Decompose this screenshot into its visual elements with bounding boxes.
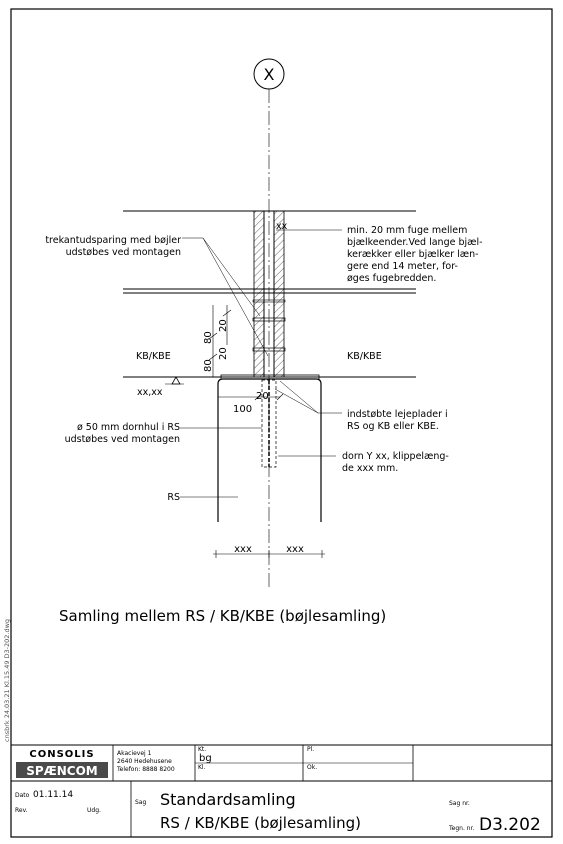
address-line1: Akacievej 1 (117, 750, 152, 757)
drawing-subtitle: RS / KB/KBE (bøjlesamling) (160, 814, 362, 832)
dim-80-b: 80 (203, 359, 214, 372)
label-dowel-hole-line2: udstøbes ved montagen (64, 434, 180, 445)
label-dowel-hole-line1: ø 50 mm dornhul i RS (76, 422, 180, 433)
company-logo (16, 749, 108, 778)
udg-label: Udg. (87, 807, 101, 814)
level-symbol (165, 377, 184, 384)
drawing-title: Standardsamling (160, 790, 296, 809)
logo-consolis: CONSOLIS (29, 749, 95, 760)
dato-value: 01.11.14 (33, 790, 74, 800)
dim-100: 100 (233, 404, 253, 415)
joint-note-line5: øges fugebredden. (347, 273, 437, 284)
label-level: xx,xx (137, 387, 163, 398)
horizontal-dimensions-bottom (213, 550, 325, 558)
label-bearing-line2: RS og KB eller KBE. (347, 421, 439, 432)
dim-20-a: 20 (218, 319, 229, 332)
kl-label: Kl. (198, 764, 206, 771)
label-kb-right: KB/KBE (347, 351, 382, 362)
drawing-caption: Samling mellem RS / KB/KBE (bøjlesamling) (59, 607, 387, 625)
sag-label: Sag (135, 799, 147, 806)
dim-xxx-right: xxx (286, 544, 304, 555)
logo-spaencom: SPÆNCOM (26, 764, 98, 778)
label-dowel-line2: de xxx mm. (342, 463, 399, 474)
sagnr-label: Sag nr. (449, 800, 470, 807)
label-dowel-line1: dorn Y xx, klippelæng- (342, 451, 449, 462)
axis-marker-label: X (263, 65, 275, 84)
dim-xxx-left: xxx (234, 544, 252, 555)
address-line2: 2640 Hedehusene (117, 758, 172, 765)
joint-note-line3: kerækker eller bjælker læn- (347, 249, 479, 260)
pl-label: Pl. (307, 746, 315, 753)
dato-label: Dato (15, 792, 30, 799)
dim-20-b: 20 (218, 347, 229, 360)
axis-marker (254, 59, 284, 89)
horizontal-dimensions-top (218, 394, 283, 400)
tegnnr-label: Tegn. nr. (449, 825, 475, 832)
kt-label: Kt. (198, 746, 207, 753)
tegnnr-value: D3.202 (479, 815, 541, 835)
joint-note-line4: gere end 14 meter, for- (347, 261, 458, 272)
label-bearing-line1: indstøbte lejeplader i (347, 409, 448, 420)
label-recess-line1: trekantudsparing med bøjler (45, 235, 181, 246)
kt-value: bg (199, 753, 212, 764)
dim-20-c: 20 (256, 391, 269, 402)
ok-label: Ok. (307, 764, 318, 771)
address-line3: Telefon: 8888 8200 (117, 766, 175, 773)
label-recess-line2: udstøbes ved montagen (65, 247, 181, 258)
label-rs: RS (167, 492, 180, 503)
side-file-text: cnsbrk 24.03.21 Kl.15.49 D3-202.dwg (3, 618, 11, 742)
joint-note-line1: min. 20 mm fuge mellem (347, 225, 468, 236)
joint-note-line2: bjælkeender.Ved lange bjæl- (347, 237, 483, 248)
label-kb-left: KB/KBE (136, 351, 171, 362)
label-xx-top: xx (276, 221, 288, 232)
rev-label: Rev. (15, 807, 28, 814)
dim-80-a: 80 (203, 331, 214, 344)
